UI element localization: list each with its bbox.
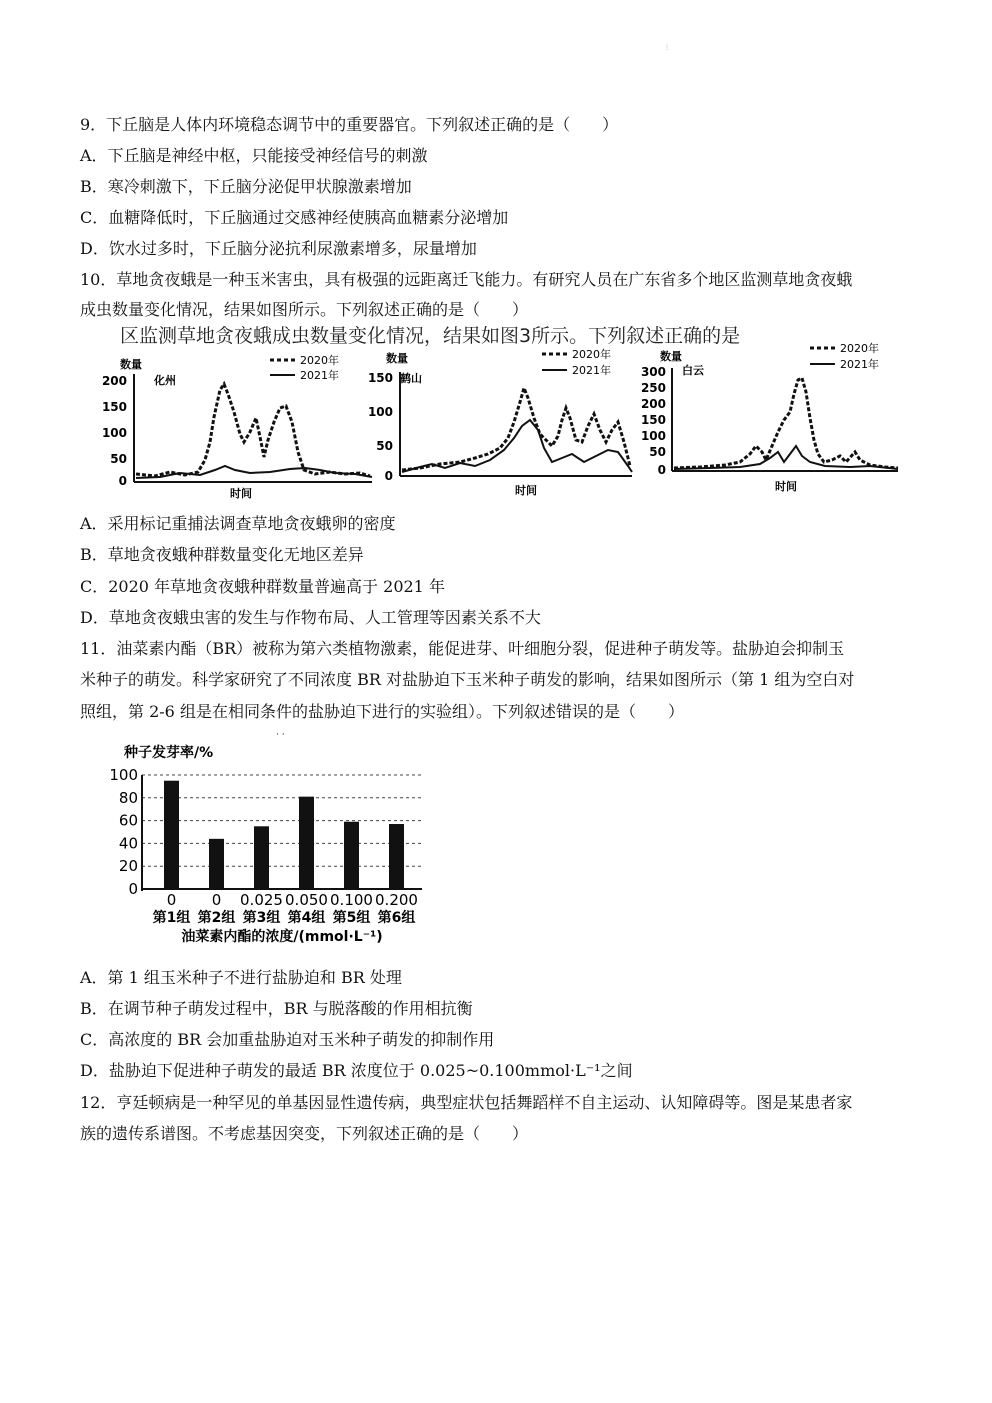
panel2-tick: 50: [376, 439, 393, 453]
q11-option-b: B．在调节种子萌发过程中，BR 与脱落酸的作用相抗衡: [80, 999, 473, 1018]
panel1-tick: 200: [101, 374, 127, 388]
panel2-series-2021: [402, 420, 632, 472]
panel-huazhou: [102, 353, 372, 500]
chart-concentration-label: 0.100: [330, 891, 373, 909]
page-mark: ⋮: [664, 44, 670, 51]
chart-xlabel: 油菜素内酯的浓度/(mmol·L⁻¹): [181, 929, 383, 945]
chart-group-label: 第6组: [377, 910, 416, 926]
chart-group-label: 第5组: [332, 910, 371, 926]
germination-bar-chart-svg: [109, 730, 432, 948]
q9-option-c: C．血糖降低时，下丘脑通过交感神经使胰高血糖素分泌增加: [80, 208, 509, 227]
panel3-ylabel: 数量: [660, 350, 682, 363]
moth-count-figure: [101, 322, 910, 500]
panel2-ylabel: 数量: [386, 352, 408, 365]
chart-group-label: 第1组: [152, 910, 191, 926]
panel2-tick: 150: [367, 371, 393, 385]
chart-y-tick-label: 20: [118, 857, 138, 876]
panel3-tick: 100: [640, 429, 666, 443]
chart-bar: [164, 781, 179, 889]
panel3-tick: 0: [657, 463, 666, 477]
panel2-tick: 0: [384, 469, 393, 483]
panel3-tick: 300: [640, 365, 666, 379]
q9-option-d: D．饮水过多时，下丘脑分泌抗利尿激素增多，尿量增加: [80, 239, 477, 258]
panel3-tick: 200: [640, 397, 666, 411]
panel3-tick: 150: [640, 413, 666, 427]
emphasis-dots: · ·: [276, 730, 285, 740]
q10-stem-line1: 10．草地贪夜蛾是一种玉米害虫，具有极强的远距离迁飞能力。有研究人员在广东省多个地区监测草地贪夜蛾: [80, 270, 853, 289]
panel-heshan: [368, 347, 632, 497]
q11-option-c: C．高浓度的 BR 会加重盐胁迫对玉米种子萌发的抑制作用: [80, 1030, 495, 1049]
panel2-series-2020: [402, 388, 630, 470]
panel1-xlabel: 时间: [230, 487, 252, 500]
panel3-series-2020: [674, 378, 898, 468]
figure-header-text: 区监测草地贪夜蛾成虫数量变化情况，结果如图3所示。下列叙述正确的是: [120, 325, 741, 347]
chart-concentration-label: 0.200: [375, 891, 418, 909]
panel1-site: 化州: [154, 374, 176, 387]
panel1-tick: 150: [101, 400, 127, 414]
q9-option-b: B．寒冷刺激下，下丘脑分泌促甲状腺激素增加: [80, 177, 412, 196]
chart-concentration-label: 0.050: [285, 891, 328, 909]
chart-bar: [299, 797, 314, 889]
chart-ylabel: 种子发芽率/%: [124, 745, 214, 761]
q10-option-c: C．2020 年草地贪夜蛾种群数量普遍高于 2021 年: [80, 577, 445, 596]
q11-stem-line1: 11．油菜素内酯（BR）被称为第六类植物激素，能促进芽、叶细胞分裂，促进种子萌发等。盐胁迫会抑制玉: [80, 639, 845, 658]
panel1-legend-2021: 2021年: [300, 369, 339, 382]
panel1-ylabel: 数量: [120, 358, 142, 371]
q10-option-b: B．草地贪夜蛾种群数量变化无地区差异: [80, 545, 364, 564]
panel3-xlabel: 时间: [775, 480, 797, 493]
q10-option-a: A．采用标记重捕法调查草地贪夜蛾卵的密度: [80, 514, 396, 533]
panel1-series-2020: [136, 384, 370, 476]
moth-count-svg: [101, 322, 910, 500]
q11-option-d: D．盐胁迫下促进种子萌发的最适 BR 浓度位于 0.025~0.100mmol·L⁻¹之间: [80, 1061, 633, 1080]
chart-y-tick-label: 60: [118, 811, 138, 830]
chart-bar: [389, 824, 404, 889]
panel1-tick: 50: [110, 452, 127, 466]
chart-concentration-label: 0: [166, 891, 177, 909]
q11-stem-line2: 米种子的萌发。科学家研究了不同浓度 BR 对盐胁迫下玉米种子萌发的影响，结果如图所示（第 1 组为空白对: [80, 670, 855, 689]
chart-y-ticks: [109, 766, 138, 898]
chart-y-tick-label: 40: [118, 834, 138, 853]
q12-stem-line2: 族的遗传系谱图。不考虑基因突变，下列叙述正确的是（ ）: [80, 1124, 529, 1143]
panel3-tick: 250: [640, 381, 666, 395]
panel1-legend-2020: 2020年: [300, 354, 339, 367]
q12-stem-line1: 12．亨廷顿病是一种罕见的单基因显性遗传病，典型症状包括舞蹈样不自主运动、认知障碍等。图是某患者家: [80, 1093, 853, 1112]
panel2-legend-2021: 2021年: [572, 364, 611, 377]
chart-bar: [254, 826, 269, 889]
chart-group-label: 第2组: [197, 910, 236, 926]
chart-group-label: 第4组: [287, 910, 326, 926]
q11-option-a: A．第 1 组玉米种子不进行盐胁迫和 BR 处理: [80, 968, 402, 987]
chart-bars: [164, 781, 404, 889]
panel3-tick: 50: [649, 445, 666, 459]
chart-concentration-label: 0: [211, 891, 222, 909]
chart-y-tick-label: 100: [109, 766, 138, 784]
panel3-site: 白云: [682, 364, 704, 377]
chart-y-tick-label: 0: [128, 880, 138, 898]
q10-option-d: D．草地贪夜蛾虫害的发生与作物布局、人工管理等因素关系不大: [80, 608, 541, 627]
chart-x-labels: [153, 891, 418, 926]
panel3-legend-2021: 2021年: [840, 358, 879, 371]
chart-bar: [344, 822, 359, 889]
q10-stem-line2: 成虫数量变化情况，结果如图所示。下列叙述正确的是（ ）: [80, 300, 529, 319]
chart-bar: [209, 839, 224, 889]
germination-bar-chart: [109, 730, 432, 948]
panel1-tick: 0: [118, 474, 127, 488]
panel2-tick: 100: [367, 405, 393, 419]
panel2-legend-2020: 2020年: [572, 348, 611, 361]
q9-option-a: A．下丘脑是神经中枢，只能接受神经信号的刺激: [80, 146, 428, 165]
q9-stem: 9．下丘脑是人体内环境稳态调节中的重要器官。下列叙述正确的是（ ）: [80, 115, 619, 134]
chart-group-label: 第3组: [242, 910, 281, 926]
chart-grid: [142, 775, 422, 866]
panel1-tick: 100: [101, 426, 127, 440]
panel-baiyun: [641, 341, 898, 493]
panel2-site: 鹤山: [400, 372, 422, 385]
chart-y-tick-label: 80: [118, 788, 138, 807]
chart-concentration-label: 0.025: [240, 891, 283, 909]
panel3-legend-2020: 2020年: [840, 342, 879, 355]
q11-stem-line3: 照组，第 2-6 组是在相同条件的盐胁迫下进行的实验组）。下列叙述错误的是（ ）: [80, 702, 684, 721]
panel2-xlabel: 时间: [515, 484, 537, 497]
